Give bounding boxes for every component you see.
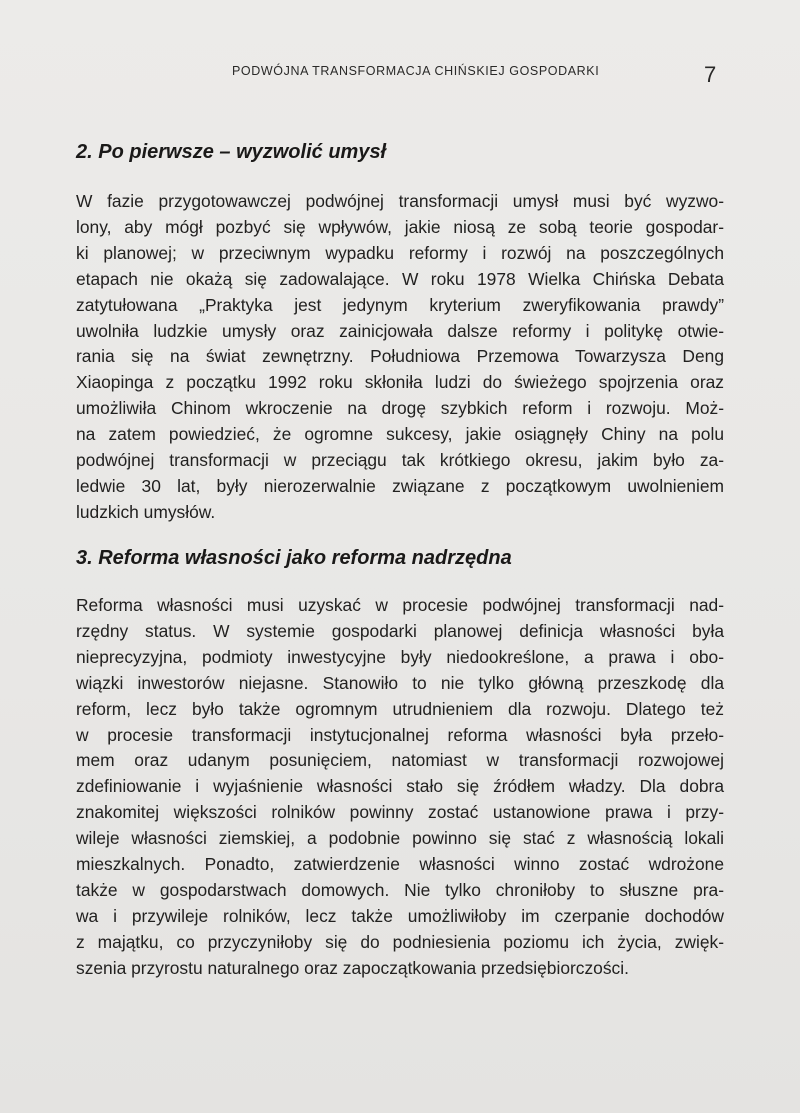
text-line: uwolniła ludzkie umysły oraz zainicjowała dalsze reformy i politykę otwie-	[76, 320, 724, 341]
text-line: lony, aby mógł pozbyć się wpływów, jakie niosą ze sobą teorie gospodar-	[76, 216, 724, 237]
text-line: mieszkalnych. Ponadto, zatwierdzenie własności winno zostać wdrożone	[76, 854, 724, 875]
text-line: umożliwiła Chinom wkroczenie na drogę szybkich reform i rozwoju. Moż-	[76, 398, 724, 419]
page-number: 7	[704, 62, 717, 87]
text-line: etapach nie okażą się zadowalające. W roku 1978 Wielka Chińska Debata	[76, 268, 724, 289]
text-line: rania się na świat zewnętrzny. Południowa Przemowa Towarzysza Deng	[76, 346, 724, 367]
text-line: z majątku, co przyczyniłoby się do podniesienia poziomu ich życia, zwięk-	[76, 931, 724, 952]
running-header: PODWÓJNA TRANSFORMACJA CHIŃSKIEJ GOSPODARKI	[232, 64, 600, 78]
text-line: podwójnej transformacji w przeciągu tak krótkiego okresu, jakim było za-	[76, 450, 724, 471]
text-line: Xiaopinga z początku 1992 roku skłoniła ludzi do świeżego spojrzenia oraz	[76, 372, 724, 393]
text-line: Reforma własności musi uzyskać w procesie podwójnej transformacji nad-	[76, 595, 724, 615]
section-heading-2: 2. Po pierwsze – wyzwolić umysł	[76, 141, 387, 163]
text-line: wiązki inwestorów niejasne. Stanowiło to nie tylko główną przeszkodę dla	[76, 672, 724, 693]
text-line: wileje własności ziemskiej, a podobnie powinno się stać z własnością lokali	[76, 828, 724, 849]
text-line: na zatem powiedzieć, że ogromne sukcesy, jakie osiągnęły Chiny na polu	[76, 424, 724, 445]
text-line: także w gospodarstwach domowych. Nie tylko chroniłoby to słuszne pra-	[76, 879, 724, 900]
paragraph-section-3	[76, 593, 724, 982]
text-line: znakomitej większości rolników powinny zostać ustanowione prawa i przy-	[76, 802, 724, 823]
text-line: w procesie transformacji instytucjonalnej reforma własności była przeło-	[76, 724, 724, 745]
text-line: wa i przywileje rolników, lecz także umożliwiłoby im czerpanie dochodów	[76, 905, 724, 926]
text-line: ledwie 30 lat, były nierozerwalnie związane z początkowym uwolnieniem	[76, 475, 724, 496]
text-line: zatytułowana „Praktyka jest jedynym kryterium zweryfikowania prawdy”	[76, 294, 724, 315]
section-heading-3: 3. Reforma własności jako reforma nadrzędna	[76, 547, 512, 569]
text-line: mem oraz udanym posunięciem, natomiast w transformacji rozwojowej	[76, 750, 724, 771]
text-line: zdefiniowanie i wyjaśnienie własności stało się źródłem władzy. Dla dobra	[76, 776, 724, 797]
text-line: nieprecyzyjna, podmioty inwestycyjne były niedookreślone, a prawa i obo-	[76, 646, 724, 667]
text-line: W fazie przygotowawczej podwójnej transformacji umysł musi być wyzwo-	[76, 191, 724, 211]
text-line: szenia przyrostu naturalnego oraz zapoczątkowania przedsiębiorczości.	[76, 957, 629, 978]
text-line: rzędny status. W systemie gospodarki planowej definicja własności była	[76, 620, 724, 641]
paragraph-section-2	[76, 189, 724, 526]
text-line: reform, lecz było także ogromnym utrudnieniem dla rozwoju. Dlatego też	[76, 698, 724, 719]
text-line: ki planowej; w przeciwnym wypadku reformy i rozwój na poszczególnych	[76, 242, 724, 263]
text-line: ludzkich umysłów.	[76, 501, 216, 522]
